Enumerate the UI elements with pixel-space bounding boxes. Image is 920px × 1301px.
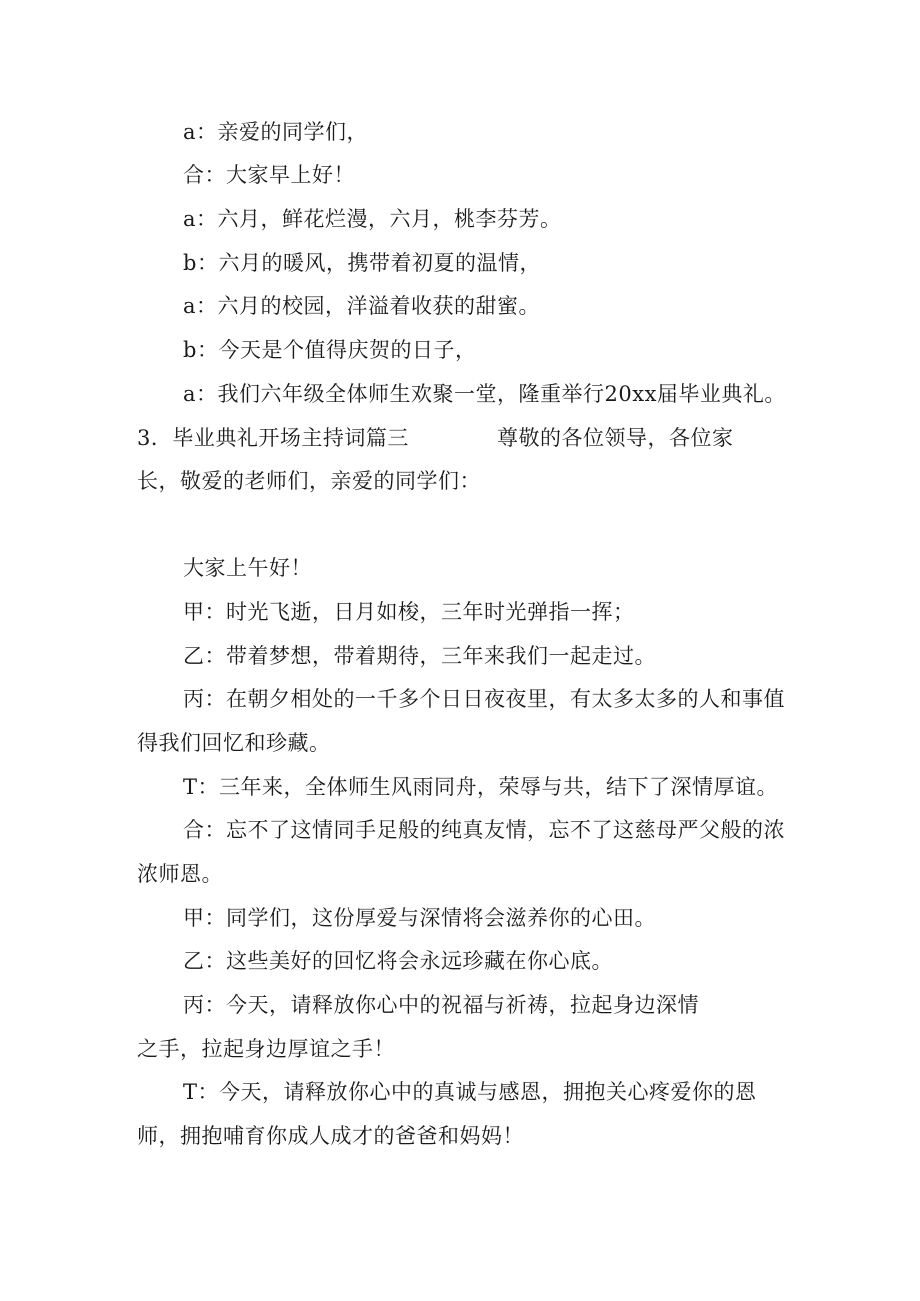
dialogue-line-yi-1: 乙：带着梦想，带着期待，三年来我们一起走过。: [183, 644, 656, 668]
dialogue-line-jia-2: 甲：同学们，这份厚爱与深情将会滋养你的心田。: [183, 906, 656, 930]
greeting-line-3: 大家上午好！: [183, 556, 312, 580]
dialogue-line-yi-2: 乙：这些美好的回忆将会永远珍藏在你心底。: [183, 949, 613, 973]
dialogue-line-bing-1: 丙：在朝夕相处的一千多个日日夜夜里，有太多太多的人和事值: [183, 687, 785, 711]
dialogue-line-a-4: a：我们六年级全体师生欢聚一堂，隆重举行20xx届毕业典礼。: [183, 382, 786, 406]
dialogue-line-a-1: a：亲爱的同学们，: [183, 120, 369, 144]
dialogue-line-b-1: b：六月的暖风，携带着初夏的温情，: [183, 251, 541, 275]
dialogue-line-bing-2-cont: 之手，拉起身边厚谊之手！: [137, 1037, 395, 1061]
dialogue-line-together-2: 合：忘不了这情同手足般的纯真友情，忘不了这慈母严父般的浓: [183, 818, 785, 842]
dialogue-line-t-1: T：三年来，全体师生风雨同舟，荣辱与共，结下了深情厚谊。: [183, 775, 779, 799]
dialogue-line-jia-1: 甲：时光飞逝，日月如梭，三年时光弹指一挥；: [183, 600, 635, 624]
greeting-line-1: 尊敬的各位领导，各位家: [497, 426, 734, 450]
greeting-line-2: 长，敬爱的老师们，亲爱的同学们：: [137, 469, 481, 493]
dialogue-line-t-2-cont: 师，拥抱哺育你成人成才的爸爸和妈妈！: [137, 1124, 524, 1148]
dialogue-line-a-2: a：六月，鲜花烂漫，六月，桃李芬芳。: [183, 207, 562, 231]
dialogue-line-b-2: b：今天是个值得庆贺的日子，: [183, 338, 477, 362]
section-heading: 3．毕业典礼开场主持词篇三: [137, 426, 409, 450]
dialogue-line-together-1: 合：大家早上好！: [183, 163, 355, 187]
dialogue-line-a-3: a：六月的校园，洋溢着收获的甜蜜。: [183, 294, 541, 318]
dialogue-line-bing-2: 丙：今天，请释放你心中的祝福与祈祷，拉起身边深情: [183, 993, 699, 1017]
dialogue-line-t-2: T：今天，请释放你心中的真诚与感恩，拥抱关心疼爱你的恩: [183, 1080, 757, 1104]
dialogue-line-bing-1-cont: 得我们回忆和珍藏。: [137, 731, 331, 755]
dialogue-line-together-2-cont: 浓师恩。: [137, 862, 223, 886]
